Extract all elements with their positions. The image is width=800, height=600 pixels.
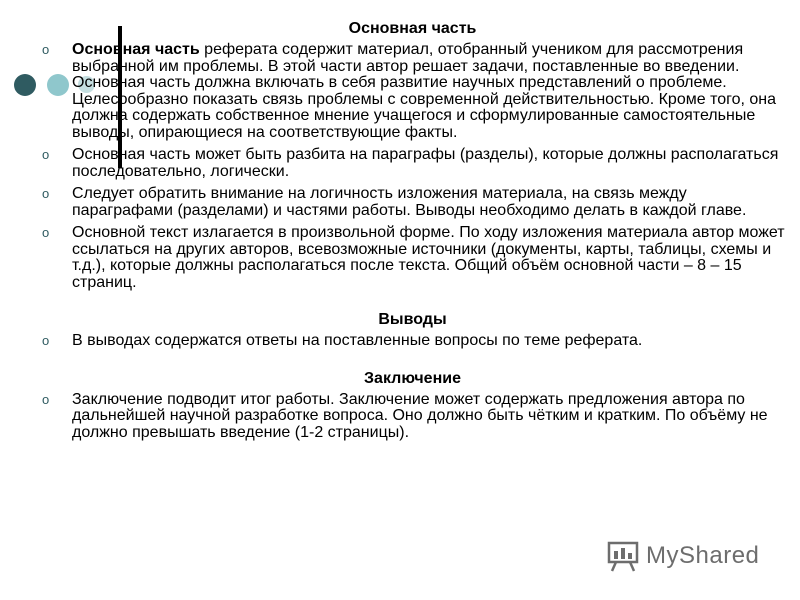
list-item-text: В выводах содержатся ответы на поставленные вопросы по теме реферата.	[72, 332, 643, 349]
presentation-board-icon	[606, 539, 640, 573]
watermark-logo	[606, 536, 776, 576]
heading-conclusions: Выводы	[378, 311, 447, 328]
list-item	[40, 333, 785, 350]
list-item	[40, 147, 785, 180]
heading-summary: Заключение	[364, 369, 461, 387]
list-item	[40, 42, 785, 141]
list-item	[40, 392, 785, 442]
decorative-dot-dark	[14, 74, 36, 96]
bullet-icon: o	[42, 225, 50, 240]
heading-main-part: Основная часть	[348, 20, 477, 37]
list-item-text	[72, 42, 785, 141]
bold-lead-text: Основная часть	[72, 41, 200, 58]
list-item-text: Основная часть может быть разбита на параграфы (разделы), которые должны располагаться последовательно, логически.	[72, 146, 779, 180]
bullet-icon: o	[42, 333, 50, 348]
bullet-icon: o	[42, 391, 50, 407]
slide-content	[40, 20, 785, 447]
list-item-body: реферата содержит материал, отобранный учеником для рассмотрения выбранной им проблемы. В этой части автор решает задачи, поставленные во введении. Основная часть должна включать в себя развитие научных представлений о проблеме. Целесообразно показать связь проблемы с современной действительностью. Кроме того, она должна содержать собственное мнение учащегося и сформулированные самостоятельные выводы, опирающиеся на соответствующие факты.	[72, 41, 777, 141]
bullet-icon: o	[42, 42, 50, 57]
list-item-text: Следует обратить внимание на логичность изложения материала, на связь между параграфами (разделами) и частями работы. Выводы необходимо делать в каждой главе.	[72, 185, 747, 219]
list-item-text: Основной текст излагается в произвольной форме. По ходу изложения материала автор может ссылаться на других авторов, всевозможные источники (документы, карты, таблицы, схемы и т.д.), которые должны располагаться после текста. Общий объём основной части – 8 – 15 страниц.	[72, 224, 785, 291]
watermark-text: MyShared	[646, 542, 760, 569]
list-item-text: Заключение подводит итог работы. Заключение может содержать предложения автора по дальнейшей научной разработке вопроса. Оно должно быть чётким и кратким. По объёму не должно превышать введение (1-2 страницы).	[72, 390, 768, 441]
list-item	[40, 186, 785, 219]
list-item	[40, 225, 785, 291]
bullet-icon: o	[42, 186, 50, 201]
bullet-icon: o	[42, 147, 50, 162]
